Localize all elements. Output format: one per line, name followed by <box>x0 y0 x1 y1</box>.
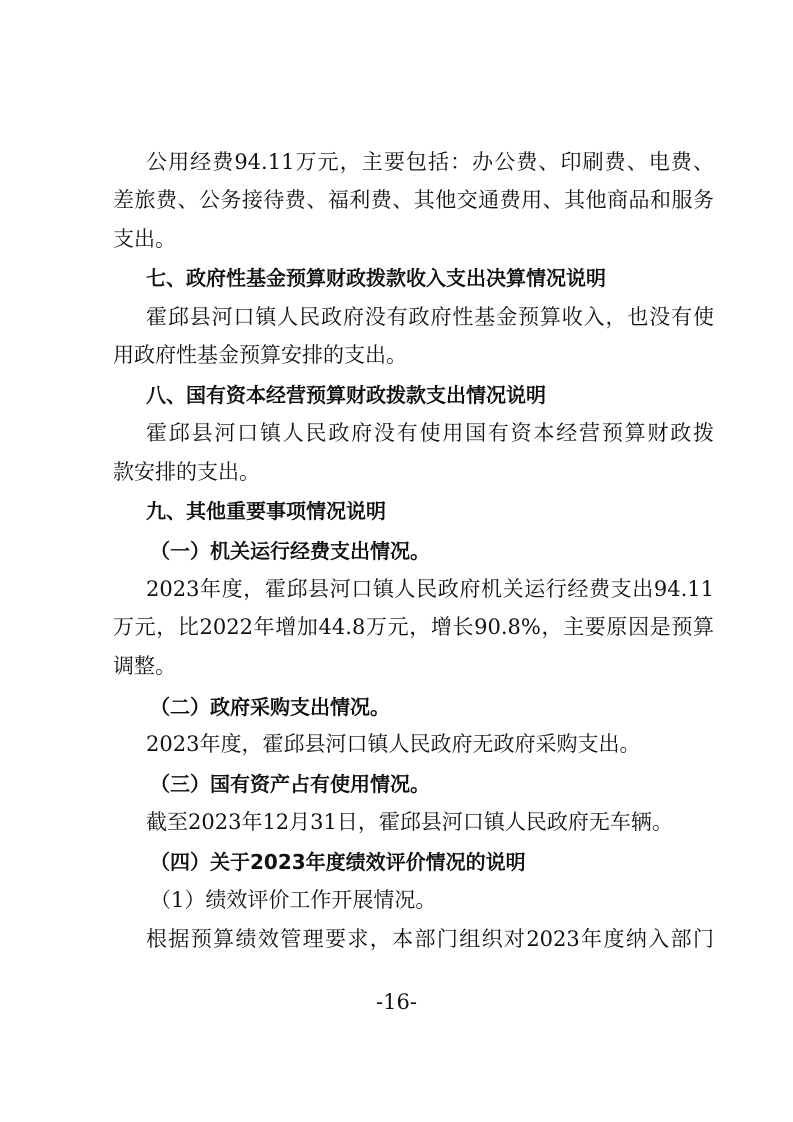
section-heading-8: 八、国有资本经营预算财政拨款支出情况说明 <box>146 383 546 407</box>
section-heading-7: 七、政府性基金预算财政拨款收入支出决算情况说明 <box>146 266 606 290</box>
paragraph-public-funds-line-2: 差旅费、公务接待费、福利费、其他交通费用、其他商品和服务 <box>113 188 714 212</box>
paragraph-operating-costs-line-3: 调整。 <box>113 654 176 678</box>
subsection-heading-3: （三）国有资产占有使用情况。 <box>150 772 430 796</box>
page-number: -16- <box>376 990 417 1014</box>
paragraph-operating-costs-line-1: 2023年度，霍邱县河口镇人民政府机关运行经费支出94.11 <box>146 577 714 601</box>
subsection-heading-1: （一）机关运行经费支出情况。 <box>150 539 430 563</box>
subsection-heading-4: （四）关于2023年度绩效评价情况的说明 <box>150 850 526 874</box>
paragraph-section-8-line-1: 霍邱县河口镇人民政府没有使用国有资本经营预算财政拨 <box>146 421 714 445</box>
subsection-heading-2: （二）政府采购支出情况。 <box>150 695 390 719</box>
paragraph-operating-costs-line-2: 万元，比2022年增加44.8万元，增长90.8%，主要原因是预算 <box>113 615 714 639</box>
paragraph-public-funds-line-3: 支出。 <box>113 227 176 251</box>
paragraph-assets: 截至2023年12月31日，霍邱县河口镇人民政府无车辆。 <box>146 810 673 834</box>
section-heading-9: 九、其他重要事项情况说明 <box>146 499 386 523</box>
paragraph-performance-evaluation-line-1: 根据预算绩效管理要求，本部门组织对2023年度纳入部门 <box>146 927 714 951</box>
paragraph-procurement: 2023年度，霍邱县河口镇人民政府无政府采购支出。 <box>146 732 641 756</box>
paragraph-section-8-line-2: 款安排的支出。 <box>113 460 260 484</box>
paragraph-section-7-line-1: 霍邱县河口镇人民政府没有政府性基金预算收入，也没有使 <box>146 305 714 329</box>
paragraph-section-7-line-2: 用政府性基金预算安排的支出。 <box>113 343 407 367</box>
item-heading-1: （1）绩效评价工作开展情况。 <box>150 888 437 912</box>
paragraph-public-funds-line-1: 公用经费94.11万元，主要包括：办公费、印刷费、电费、 <box>146 150 714 174</box>
